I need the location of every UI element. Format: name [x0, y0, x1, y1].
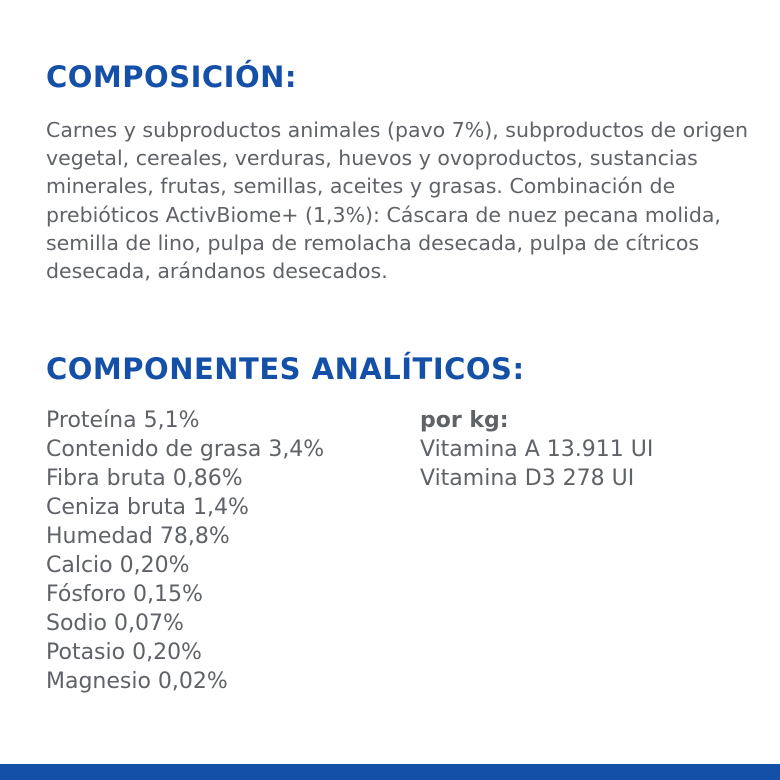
- per-kg-label: por kg:: [420, 408, 509, 433]
- list-item-moisture: Humedad 78,8%: [46, 524, 230, 549]
- analytical-components-list: [46, 406, 324, 696]
- footer-bar: [0, 764, 780, 780]
- list-item-phosphorus: Fósforo 0,15%: [46, 582, 203, 607]
- list-item-ash: Ceniza bruta 1,4%: [46, 495, 249, 520]
- list-item-sodium: Sodio 0,07%: [46, 611, 184, 636]
- list-item-vitamin-a: Vitamina A 13.911 UI: [420, 437, 654, 462]
- composition-heading: COMPOSICIÓN:: [46, 60, 297, 94]
- per-kg-list: [420, 406, 653, 493]
- list-item-fiber: Fibra bruta 0,86%: [46, 466, 243, 491]
- list-item-magnesium: Magnesio 0,02%: [46, 669, 228, 694]
- list-item-vitamin-d3: Vitamina D3 278 UI: [420, 466, 635, 491]
- list-item-calcium: Calcio 0,20%: [46, 553, 190, 578]
- list-item-protein: Proteína 5,1%: [46, 408, 200, 433]
- composition-text: Carnes y subproductos animales (pavo 7%), subproductos de origen vegetal, cereales, verduras, huevos y ovoproductos, sustancias minerales, frutas, semillas, aceites y grasas. Combinación de prebióticos ActivBiome+ (1,3%): Cáscara de nuez pecana molida, semilla de lino, pulpa de remolacha desecada, pulpa de cítricos desecada, arándanos desecados.: [46, 118, 748, 284]
- list-item-fat: Contenido de grasa 3,4%: [46, 437, 325, 462]
- list-item-potassium: Potasio 0,20%: [46, 640, 202, 665]
- analytical-heading: COMPONENTES ANALÍTICOS:: [46, 352, 525, 386]
